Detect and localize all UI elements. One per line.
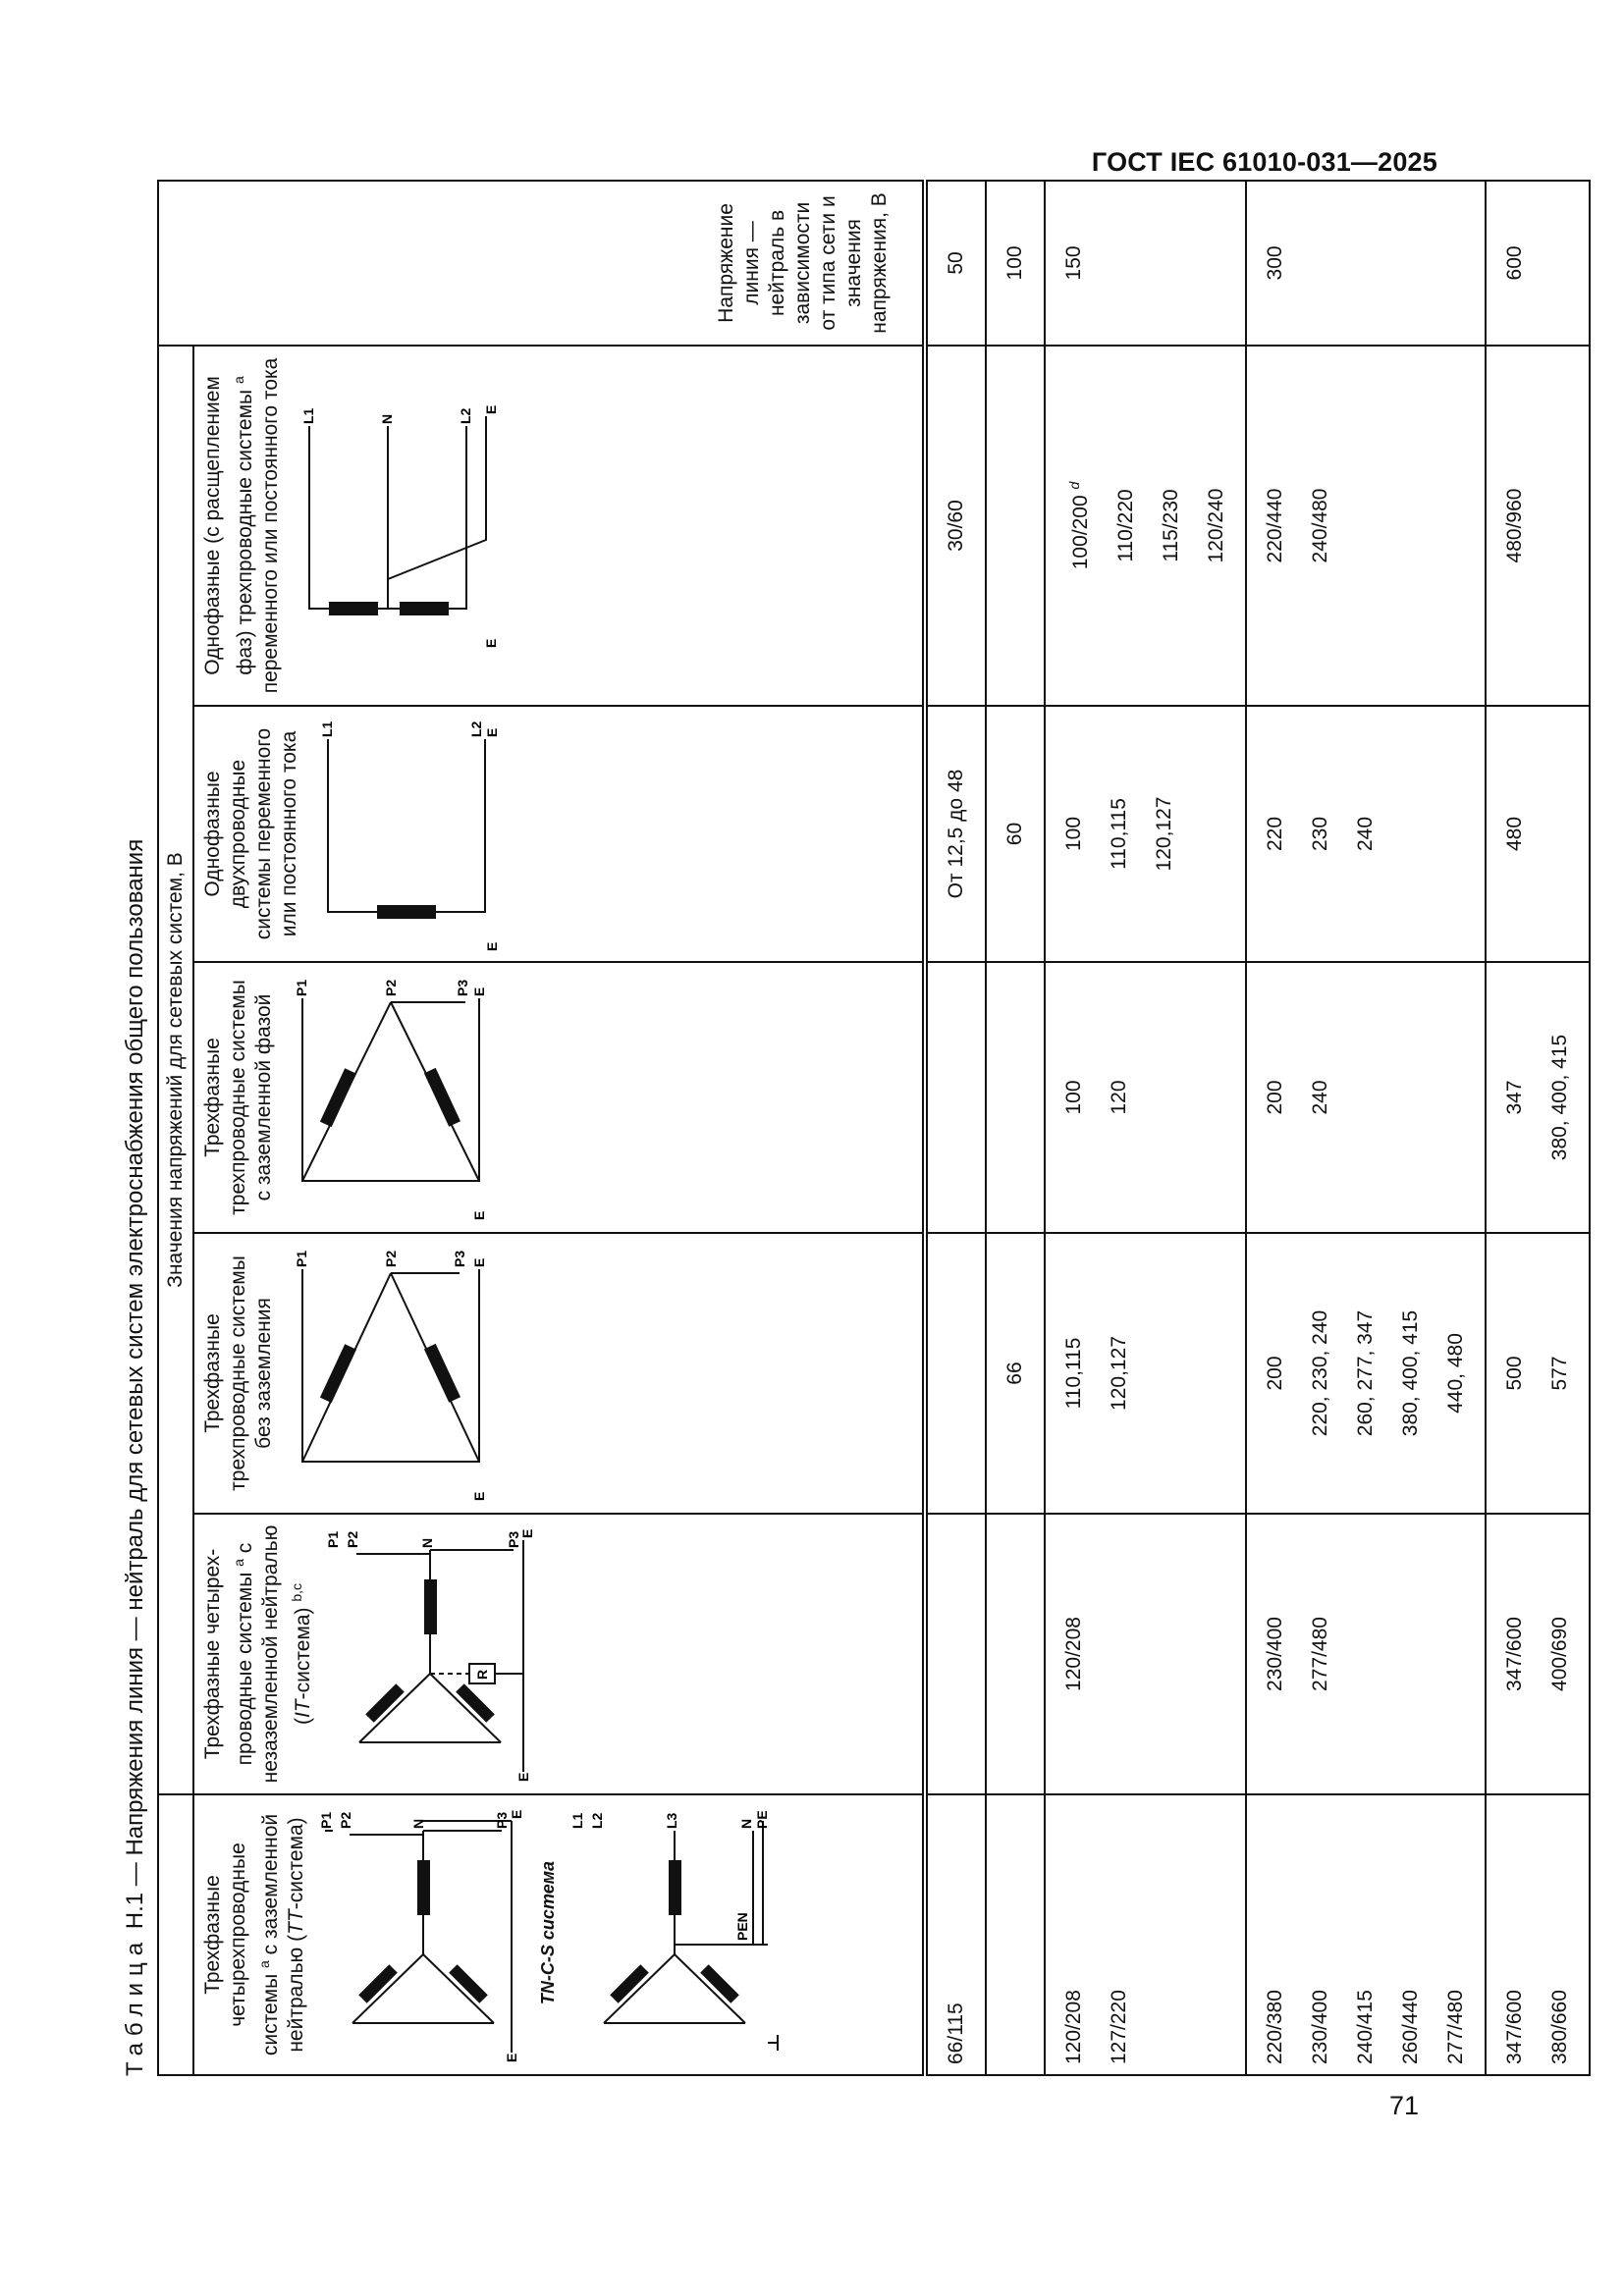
svg-text:E: E bbox=[484, 727, 500, 737]
tt-system-diagram bbox=[315, 1807, 531, 2062]
svg-text:E: E bbox=[471, 1210, 487, 1220]
page-number: 71 bbox=[1389, 2091, 1420, 2120]
svg-text:P3: P3 bbox=[455, 979, 470, 996]
table-row: 347/600 380/660 347/600 400/690 500 577 347 380, 400, 415 480 480/960 600 bbox=[1486, 181, 1590, 2075]
table-row: 120/208 127/220 120/208 110,115 120,127 100 120 100 110,115 120,127 100/200 $^d$ 110/220 115/230 120/240 150 bbox=[1045, 181, 1246, 2075]
column-header-line-neutral: Напряжение линия — нейтраль в зависимости от типа сети и значения напряжения, В bbox=[193, 181, 925, 346]
svg-text:P3: P3 bbox=[506, 1530, 521, 1548]
svg-text:L2: L2 bbox=[589, 1812, 605, 1829]
svg-text:L1: L1 bbox=[319, 721, 335, 737]
svg-text:E: E bbox=[504, 2053, 519, 2062]
svg-text:P3: P3 bbox=[494, 1811, 510, 1829]
svg-text:E: E bbox=[471, 1257, 487, 1267]
svg-text:N: N bbox=[738, 1818, 754, 1829]
svg-text:E: E bbox=[483, 639, 499, 649]
it-system-diagram bbox=[322, 1526, 548, 1782]
column-header-split-phase: Однофазные (с расщеплением фаз) трехпроводные системы $^a$ переменного или постоянного тока L1 N L2 E E bbox=[193, 346, 925, 706]
column-header-it: Трехфазные четырех-проводные системы $^a$ с незаземленной нейтралью (IT-система) $^{b,c}$ P1 P2 N P3 E R E bbox=[193, 1514, 925, 1794]
svg-text:E: E bbox=[471, 987, 487, 996]
svg-text:P1: P1 bbox=[294, 979, 309, 996]
svg-text:L1: L1 bbox=[300, 408, 316, 425]
column-header-tt: Трехфазные четырехпроводные системы $^a$ с заземленной нейтралью (TT-система) P1 P2 N P3 E E TN-C-S система L1 L2 L3 N PE PEN bbox=[193, 1794, 925, 2075]
delta-ungrounded-diagram bbox=[283, 1246, 499, 1501]
svg-text:E: E bbox=[515, 1772, 531, 1782]
svg-text:N: N bbox=[410, 1818, 426, 1829]
svg-text:L3: L3 bbox=[664, 1812, 679, 1829]
svg-text:N: N bbox=[379, 414, 395, 425]
caption-prefix: Таблица bbox=[122, 1935, 148, 2076]
svg-text:L1: L1 bbox=[569, 1812, 585, 1829]
svg-text:E: E bbox=[483, 405, 499, 415]
svg-text:P1: P1 bbox=[325, 1530, 341, 1548]
span-header: Значения напряжений для сетевых систем, В bbox=[158, 346, 193, 1794]
single-phase-diagram bbox=[308, 716, 505, 951]
svg-text:N: N bbox=[419, 1537, 435, 1548]
svg-text:L2: L2 bbox=[458, 408, 473, 425]
svg-text:PEN: PEN bbox=[734, 1912, 750, 1941]
svg-text:E: E bbox=[519, 1528, 535, 1538]
table-row: 66/115 От 12,5 до 48 30/60 50 bbox=[925, 181, 986, 2075]
table-row: 220/380 230/400 240/415 260/440 277/480 230/400 277/480 200 220, 230, 240 260, 277, 347 380, 400, 415 440, 480 200 240 220 230 240 220/440 240/480 300 bbox=[1246, 181, 1486, 2075]
delta-grounded-diagram bbox=[283, 975, 499, 1220]
standard-designation: ГОСТ IEC 61010-031—2025 bbox=[1091, 147, 1437, 177]
svg-text:PE: PE bbox=[754, 1810, 770, 1829]
split-phase-diagram bbox=[290, 402, 506, 648]
svg-text:P3: P3 bbox=[452, 1250, 467, 1267]
svg-text:P2: P2 bbox=[338, 1811, 353, 1829]
caption-text: Н.1 — Напряжения линия — нейтраль для сетевых систем электроснабжения общего пользования bbox=[122, 838, 148, 1936]
column-header-grounded-phase: Трехфазные трехпроводные системы с заземленной фазой P1 P2 P3 E E bbox=[193, 962, 925, 1233]
column-header-single-phase: Однофазные двухпроводные системы переменного или постоянного тока L1 L2 E E bbox=[193, 706, 925, 962]
svg-text:E: E bbox=[484, 941, 500, 951]
rotated-table-block bbox=[118, 182, 1571, 2076]
column-header-ungrounded: Трехфазные трехпроводные системы без заземления P1 P2 P3 E E bbox=[193, 1233, 925, 1514]
svg-text:E: E bbox=[471, 1491, 487, 1501]
tncs-system-diagram bbox=[567, 1807, 783, 2062]
svg-text:P2: P2 bbox=[345, 1530, 360, 1548]
svg-text:P2: P2 bbox=[383, 979, 399, 996]
svg-text:R: R bbox=[474, 1669, 490, 1680]
svg-text:E: E bbox=[509, 1809, 524, 1819]
svg-text:P1: P1 bbox=[294, 1250, 309, 1267]
svg-text:P2: P2 bbox=[383, 1250, 399, 1267]
svg-text:P1: P1 bbox=[318, 1811, 334, 1829]
tncs-system-label: TN-C-S система bbox=[538, 1860, 558, 2005]
svg-text:L2: L2 bbox=[468, 721, 484, 737]
voltage-table bbox=[157, 182, 1571, 2076]
table-row: 66 60 100 bbox=[986, 181, 1045, 2075]
